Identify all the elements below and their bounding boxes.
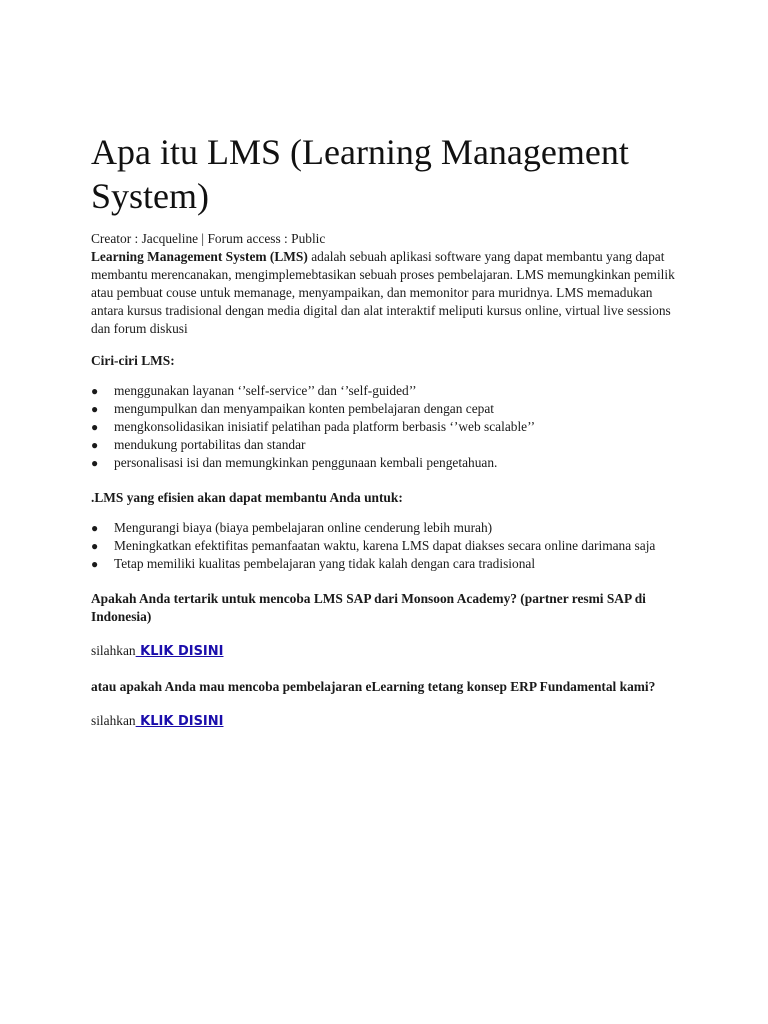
document-body <box>91 230 681 731</box>
cta2-line <box>91 712 681 731</box>
list-item: ● mendukung portabilitas dan standar <box>91 437 306 452</box>
intro-text: adalah sebuah aplikasi software yang dapat membantu yang dapat membantu merencanakan, mengimplemebtasikan sebuah proses pembelajaran. LMS memungkinkan pemilik atau pembuat couse untuk memanage, menyampaikan, dan memonitor para muridnya. LMS memadukan antara kursus tradisional dengan media digital dan alat interaktif meliputi kursus online, virtual live sessions dan forum diskusi <box>91 249 675 336</box>
cta2-question: atau apakah Anda mau mencoba pembelajaran eLearning tetang konsep ERP Fundamental kami? <box>91 679 656 694</box>
bullet-icon: ● <box>91 384 99 398</box>
section1-heading: Ciri-ciri LMS: <box>91 353 175 368</box>
cta1-prefix: silahkan <box>91 643 136 658</box>
bullet-icon: ● <box>91 521 99 535</box>
features-list <box>91 382 681 472</box>
bullet-icon: ● <box>91 539 99 553</box>
creator-meta: Creator : Jacqueline | Forum access : Public <box>91 231 326 246</box>
list-item: ● mengumpulkan dan menyampaikan konten pembelajaran dengan cepat <box>91 401 495 416</box>
page-title: Apa itu LMS (Learning Management System) <box>91 132 629 216</box>
list-item: ● Mengurangi biaya (biaya pembelajaran online cenderung lebih murah) <box>91 520 493 535</box>
bullet-icon: ● <box>91 438 99 452</box>
cta1-question: Apakah Anda tertarik untuk mencoba LMS SAP dari Monsoon Academy? (partner resmi SAP di Indonesia) <box>91 591 646 624</box>
section2-heading: .LMS yang efisien akan dapat membantu Anda untuk: <box>91 490 403 505</box>
intro-paragraph <box>91 248 681 338</box>
list-item: ● menggunakan layanan ‘’self-service’’ dan ‘’self-guided’’ <box>91 383 417 398</box>
klik-disini-link[interactable]: KLIK DISINI <box>135 644 224 659</box>
klik-disini-link[interactable]: KLIK DISINI <box>135 714 224 729</box>
list-item: ● personalisasi isi dan memungkinkan penggunaan kembali pengetahuan. <box>91 455 498 470</box>
cta2-prefix: silahkan <box>91 713 136 728</box>
cta1-line <box>91 642 681 661</box>
list-item: ● Tetap memiliki kualitas pembelajaran yang tidak kalah dengan cara tradisional <box>91 556 536 571</box>
intro-bold-term: Learning Management System (LMS) <box>91 249 308 264</box>
list-item: ● mengkonsolidasikan inisiatif pelatihan pada platform berbasis ‘’web scalable’’ <box>91 419 536 434</box>
bullet-icon: ● <box>91 456 99 470</box>
list-item: ● Meningkatkan efektifitas pemanfaatan waktu, karena LMS dapat diakses secara online darimana saja <box>91 538 656 553</box>
bullet-icon: ● <box>91 402 99 416</box>
bullet-icon: ● <box>91 557 99 571</box>
benefits-list <box>91 519 681 573</box>
bullet-icon: ● <box>91 420 99 434</box>
